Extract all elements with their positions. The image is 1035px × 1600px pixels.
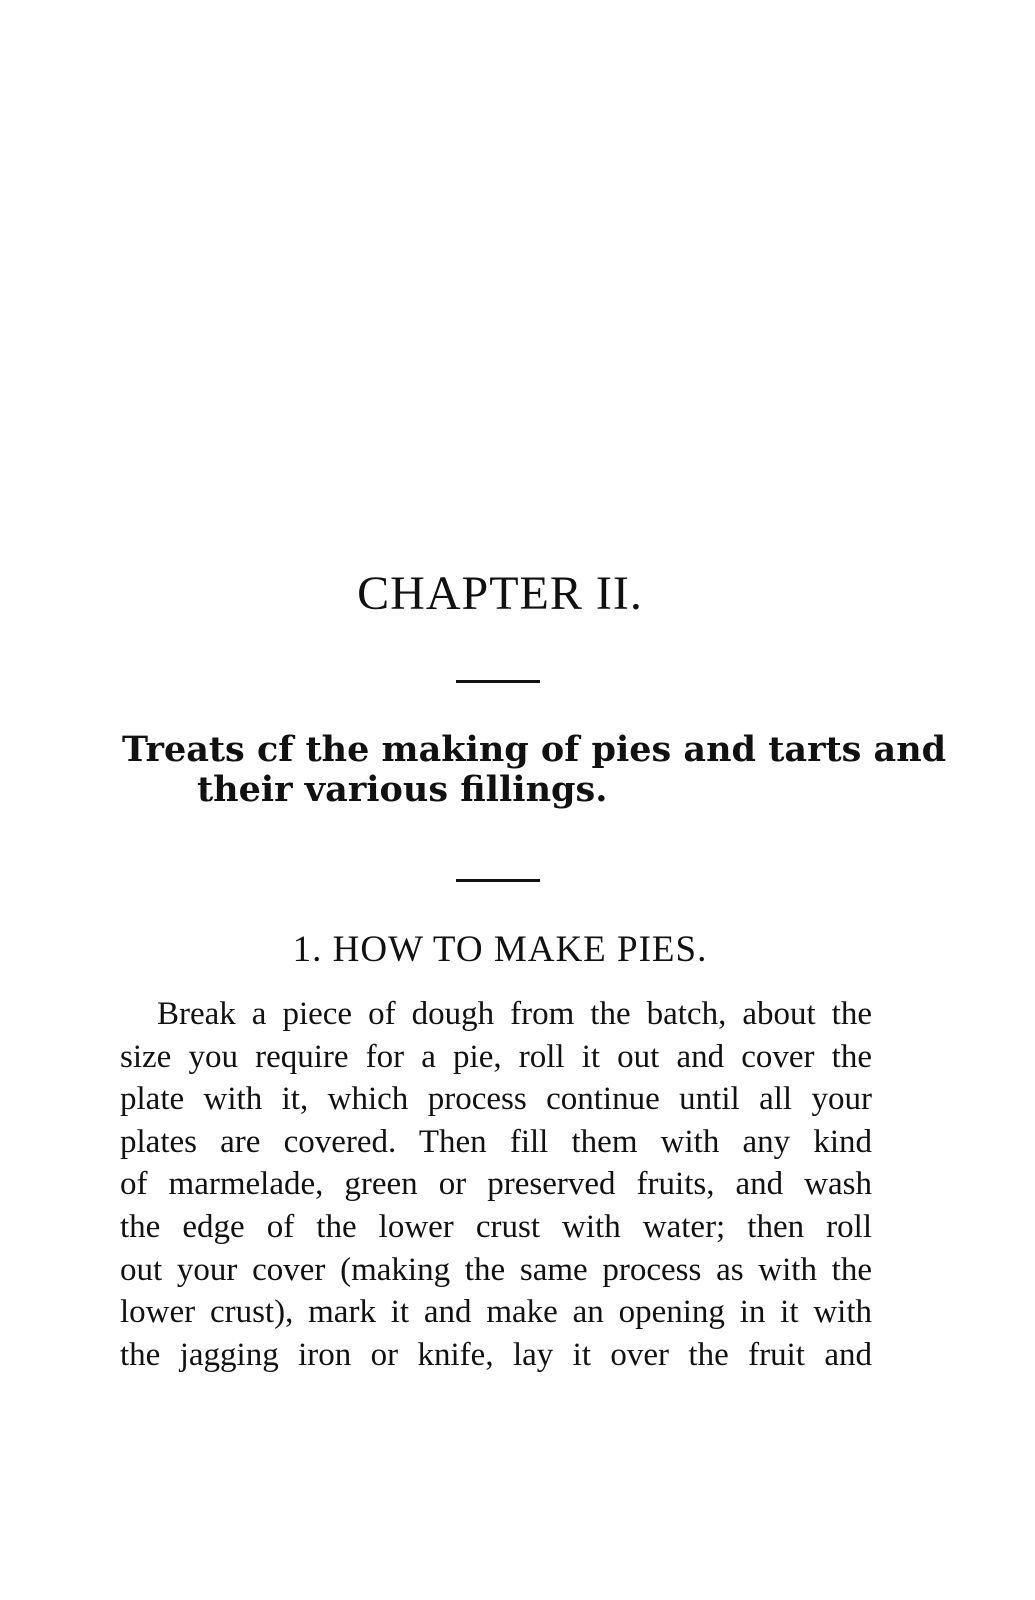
body-line: lower crust), mark it and make an opening in it with bbox=[120, 1294, 872, 1331]
body-line: the edge of the lower crust with water; then roll bbox=[120, 1208, 872, 1245]
divider-rule bbox=[456, 879, 540, 882]
chapter-summary: Treats cf the making of pies and tarts and their various fillings. bbox=[122, 729, 947, 810]
body-line: of marmelade, green or preserved fruits, and wash bbox=[120, 1166, 872, 1203]
body-line: Break a piece of dough from the batch, about the bbox=[157, 996, 872, 1032]
chapter-title: CHAPTER II. bbox=[357, 567, 643, 620]
body-line: plates are covered. Then fill them with any kind bbox=[120, 1123, 872, 1160]
section-body bbox=[120, 993, 872, 1376]
body-line: plate with it, which process continue until all your bbox=[120, 1081, 872, 1118]
body-line: out your cover (making the same process as with the bbox=[120, 1251, 872, 1288]
divider-rule bbox=[456, 680, 540, 683]
section-title: 1. HOW TO MAKE PIES. bbox=[292, 929, 708, 970]
body-line: size you require for a pie, roll it out and cover the bbox=[120, 1038, 872, 1075]
body-line: the jagging iron or knife, lay it over the fruit and bbox=[120, 1336, 872, 1373]
